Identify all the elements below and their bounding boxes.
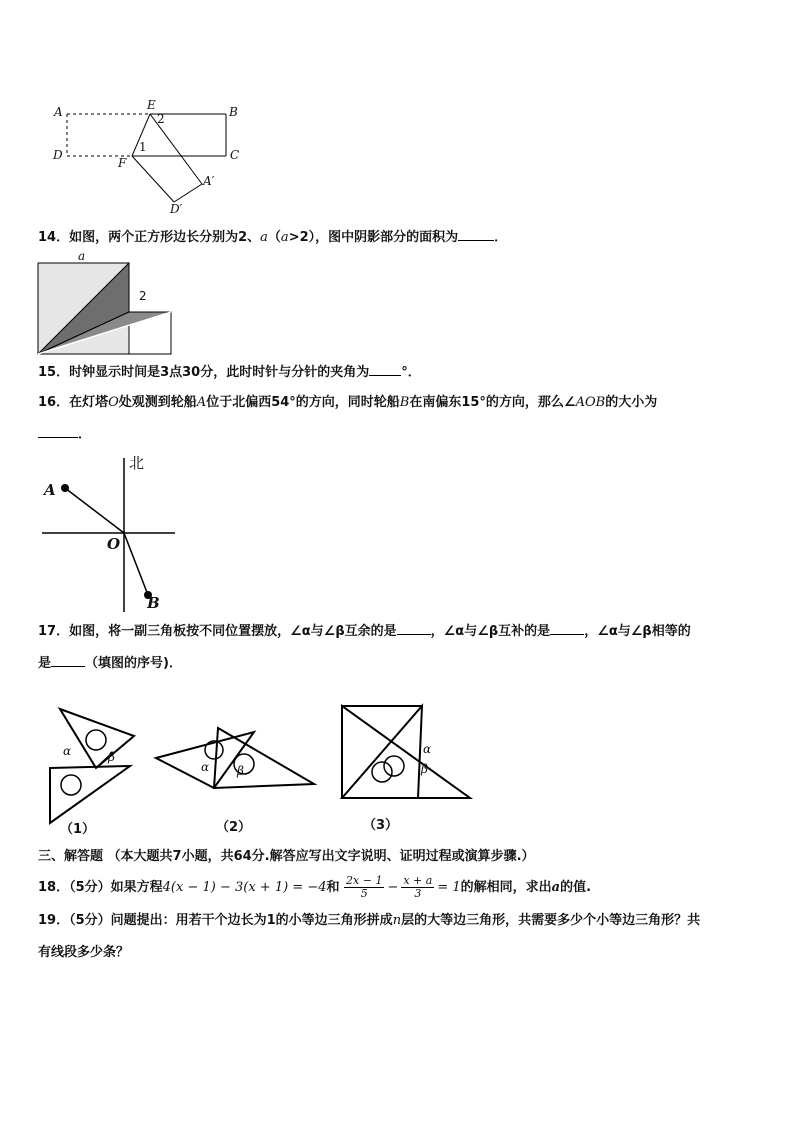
q17-blank-equal[interactable] [51,666,85,667]
fold-label-A-prime: A′ [203,174,215,188]
compass-label-O: O [107,535,121,553]
q14-cond-var: a [280,230,289,245]
compass-north-label: 北 [129,454,145,472]
question-15 [38,364,421,382]
q18-fraction-1 [344,875,384,900]
fig1-beta: β [108,750,115,764]
q17-number: 17． [38,624,70,639]
fig1-alpha: α [63,744,72,758]
compass-figure [38,452,183,617]
q17-text2: ，∠α与∠β互补的是 [430,624,551,639]
q19-score: （5分） [69,913,111,928]
q16-number: 16． [38,395,70,410]
q16-text2: 处观测到轮船 [118,395,197,410]
q18-var: a [551,880,561,895]
q18-f1-num: 2x − 1 [346,874,383,887]
q14-number: 14． [38,230,70,245]
q14-text: 如图，两个正方形边长分别为2、 [69,230,261,245]
fold-label-A: A [54,105,63,119]
compass-label-A: A [44,481,56,499]
q16-text1: 在灯塔 [69,395,109,410]
q16-answer-blank[interactable] [38,437,78,438]
q18-and: 和 [326,880,340,895]
q14-cond-rest: >2），图中阴影部分的面积为 [288,230,459,245]
question-16-line1 [38,394,657,412]
fig2-beta: β [237,764,244,778]
question-19-line2 [38,944,129,962]
question-16-line2 [38,426,91,444]
fig3-caption: （3） [363,818,399,833]
q14-cond-open: （ [267,230,281,245]
q17-line2-b: （填图的序号)． [85,656,182,671]
q15-answer-blank[interactable] [369,375,401,376]
triangle-figures [38,690,478,840]
squares-label-2: 2 [139,289,147,303]
q19-number: 19． [38,913,70,928]
question-18 [38,874,591,902]
fold-label-D-prime: D′ [170,202,183,216]
q19-n: n [392,913,402,928]
fig3-alpha: α [423,742,432,756]
q16-A: A [196,395,207,410]
fold-label-angle1: 1 [139,140,147,154]
q18-minus: − [387,880,399,895]
fold-label-E: E [147,98,156,112]
q15-text: 时钟显示时间是3点30分，此时时针与分针的夹角为 [69,365,370,380]
fig2-alpha: α [201,760,210,774]
q18-eq-end: = 1 [437,880,461,895]
fold-figure-svg [50,98,250,218]
q18-fraction-2 [401,875,434,900]
q16-B: B [399,395,410,410]
fold-label-C: C [230,148,240,162]
q14-end: ． [494,230,508,245]
squares-figure-svg [38,251,172,355]
fold-label-B: B [229,105,238,119]
section-3-header [38,848,535,866]
fig1-caption: （1） [60,822,96,837]
q18-f2-num: x + a [403,874,433,887]
fold-label-D: D [53,148,63,162]
question-17-line1 [38,623,691,641]
q17-line2-a: 是 [38,656,52,671]
q18-score: （5分） [69,880,111,895]
q16-text5: 的大小为 [605,395,658,410]
question-19-line1 [38,912,700,930]
q18-f2-den: 3 [414,887,422,900]
question-17-line2 [38,655,182,673]
q14-var: a [260,230,268,245]
q18-text2: 的解相同，求出 [460,880,552,895]
q18-f1-den: 5 [360,887,368,900]
triangle-fig-2 [154,722,319,802]
q19-line1: 问题提出：用若干个边长为1的小等边三角形拼成 [110,913,393,928]
q15-number: 15． [38,365,70,380]
q16-line2-end: ． [78,427,92,442]
q14-answer-blank[interactable] [458,240,494,241]
q16-text3: 位于北偏西54°的方向，同时轮船 [206,395,400,410]
q18-text3: 的值. [560,880,592,895]
q15-end: °． [401,365,421,380]
q18-eq1: 4(x − 1) − 3(x + 1) = −4 [162,880,327,895]
fig3-beta: β [421,762,428,776]
q17-text3: ，∠α与∠β相等的 [584,624,691,639]
squares-label-a: a [78,249,86,263]
compass-label-B: B [147,594,160,612]
fig2-caption: （2） [216,820,252,835]
section-3-text: 三、解答题 （本大题共7小题，共64分.解答应写出文字说明、证明过程或演算步骤.） [38,849,535,864]
triangle-fig-3 [338,704,473,809]
q16-text4: 在南偏东15°的方向，那么∠ [409,395,576,410]
q18-text1: 如果方程 [110,880,163,895]
q19-line1b: 层的大等边三角形，共需要多少个小等边三角形？共 [401,913,701,928]
q16-AOB: AOB [575,395,606,410]
q17-blank-complementary[interactable] [397,634,431,635]
q18-number: 18． [38,880,70,895]
q16-O: O [108,395,119,410]
squares-figure [38,251,172,355]
q17-blank-supplementary[interactable] [550,634,584,635]
question-14 [38,229,507,247]
fold-label-F: F [118,156,127,170]
q17-text1: 如图，将一副三角板按不同位置摆放，∠α与∠β互余的是 [69,624,397,639]
fold-label-angle2: 2 [157,112,165,126]
fold-figure [50,98,250,218]
q19-line2: 有线段多少条？ [38,945,130,960]
